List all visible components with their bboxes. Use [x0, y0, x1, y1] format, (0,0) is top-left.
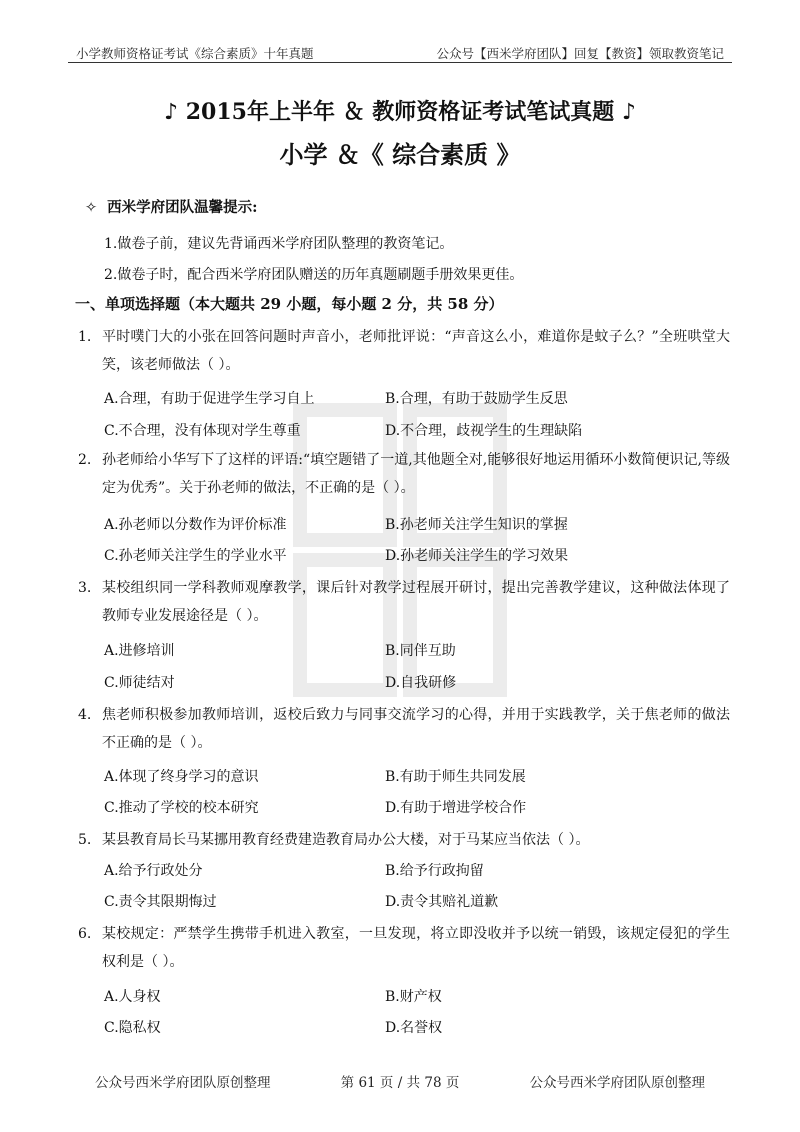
- header-right-text: 公众号【西米学府团队】回复【教资】领取教资笔记: [436, 46, 724, 61]
- option-b: B.同伴互助: [385, 643, 456, 659]
- question-stem: 孙老师给小华写下了这样的评语:“填空题错了一道,其他题全对,能够很好地运用循环小数简便识记,等级定为优秀”。关于孙老师的做法，不正确的是（ ）。: [102, 452, 730, 496]
- question-number: 3.: [78, 580, 92, 596]
- option-a: A.合理，有助于促进学生学习自上: [104, 391, 315, 407]
- question-number: 1.: [78, 329, 92, 345]
- option-d: D.孙老师关注学生的学习效果: [385, 548, 569, 564]
- option-b: B.有助于师生共同发展: [385, 769, 526, 785]
- question-1: [78, 323, 730, 379]
- option-c: C.责令其限期悔过: [104, 894, 217, 910]
- question-stem: 某县教育局长马某挪用教育经费建造教育局办公大楼，对于马某应当依法（ ）。: [102, 832, 590, 848]
- option-b: B.给予行政拘留: [385, 863, 484, 879]
- footer-right-text: 公众号西米学府团队原创整理: [529, 1075, 705, 1091]
- option-c: C.师徒结对: [104, 675, 175, 691]
- option-c: C.不合理，没有体现对学生尊重: [104, 423, 301, 439]
- sparkle-icon: ✧: [85, 200, 98, 216]
- footer-left-text: 公众号西米学府团队原创整理: [95, 1075, 271, 1091]
- question-stem: 焦老师积极参加教师培训，返校后致力与同事交流学习的心得，并用于实践教学，关于焦老师的做法不正确的是（ ）。: [102, 707, 730, 751]
- option-a: A.进修培训: [104, 643, 175, 659]
- question-number: 6.: [78, 926, 92, 942]
- question-5: [78, 826, 730, 854]
- option-a: A.体现了终身学习的意识: [104, 769, 259, 785]
- option-c: C.推动了学校的校本研究: [104, 800, 259, 816]
- option-a: A.孙老师以分数作为评价标准: [104, 517, 287, 533]
- question-4: [78, 701, 730, 757]
- tip-heading-text: 西米学府团队温馨提示:: [107, 199, 258, 216]
- section-title: 一、单项选择题（本大题共 29 小题，每小题 2 分，共 58 分）: [75, 295, 504, 313]
- option-c: C.隐私权: [104, 1020, 161, 1036]
- option-d: D.责令其赔礼道歉: [385, 894, 499, 910]
- option-d: D.自我研修: [385, 675, 457, 691]
- question-number: 2.: [78, 452, 92, 468]
- question-3: [78, 574, 730, 630]
- question-2: [78, 446, 730, 502]
- option-b: B.合理，有助于鼓励学生反思: [385, 391, 568, 407]
- exam-subtitle: 小学 ＆《 综合素质 》: [279, 140, 521, 169]
- exam-title: ♪ 2015年上半年 ＆ 教师资格证考试笔试真题 ♪: [164, 99, 636, 125]
- option-c: C.孙老师关注学生的学业水平: [104, 548, 287, 564]
- tip-item: 1.做卷子前，建议先背诵西米学府团队整理的教资笔记。: [104, 236, 454, 252]
- option-d: D.不合理，歧视学生的生理缺陷: [385, 423, 583, 439]
- option-b: B.财产权: [385, 989, 442, 1005]
- tip-heading: [85, 196, 258, 217]
- question-stem: 某校组织同一学科教师观摩教学，课后针对教学过程展开研讨，提出完善教学建议，这种做法体现了教师专业发展途径是（ ）。: [102, 580, 730, 624]
- page-header: [68, 40, 732, 63]
- header-left-text: 小学教师资格证考试《综合素质》十年真题: [76, 46, 314, 61]
- question-6: [78, 920, 730, 976]
- page-number: 第 61 页 / 共 78 页: [340, 1075, 460, 1091]
- option-a: A.给予行政处分: [104, 863, 203, 879]
- question-number: 5.: [78, 832, 92, 848]
- option-b: B.孙老师关注学生知识的掌握: [385, 517, 568, 533]
- question-number: 4.: [78, 707, 92, 723]
- question-stem: 某校规定：严禁学生携带手机进入教室，一旦发现，将立即没收并予以统一销毁，该规定侵犯的学生权利是（ ）。: [102, 926, 730, 970]
- question-stem: 平时噗门大的小张在回答问题时声音小，老师批评说：“声音这么小，难道你是蚊子么？”全班哄堂大笑，该老师做法（ ）。: [102, 329, 730, 373]
- option-d: D.名誉权: [385, 1020, 443, 1036]
- tip-item: 2.做卷子时，配合西米学府团队赠送的历年真题刷题手册效果更佳。: [104, 267, 524, 283]
- option-d: D.有助于增进学校合作: [385, 800, 527, 816]
- option-a: A.人身权: [104, 989, 161, 1005]
